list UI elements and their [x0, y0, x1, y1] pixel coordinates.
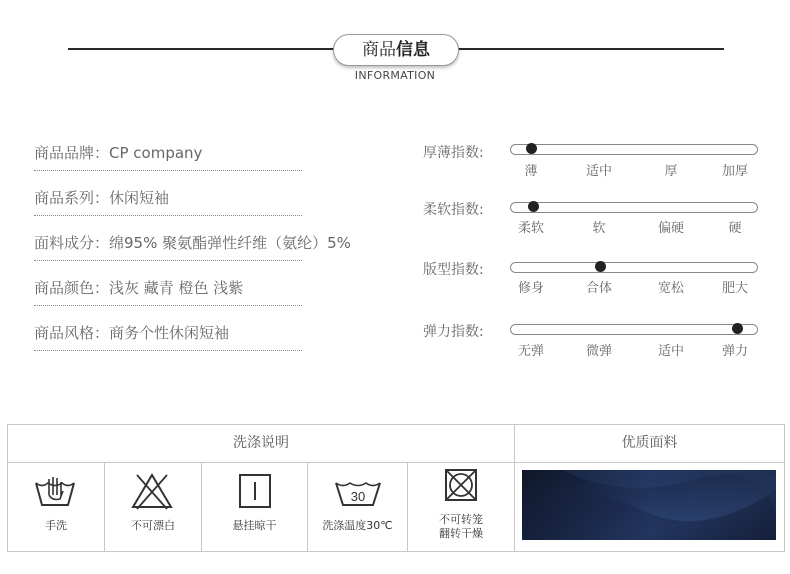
index-track: [510, 144, 758, 155]
index-tick: 加厚: [721, 164, 749, 179]
index-tick: 合体: [585, 281, 613, 296]
wash-item-hand: [8, 463, 104, 551]
wash-temperature-value: 30: [350, 489, 366, 504]
index-tick: 修身: [517, 281, 545, 296]
index-tick: 适中: [657, 344, 685, 359]
index-tick: 硬: [728, 221, 742, 236]
info-brand: 商品品牌：CP company: [34, 142, 302, 171]
no-bleach-icon: [129, 471, 175, 511]
wash-item-label: 洗涤温度30℃: [322, 519, 393, 532]
index-label: 柔软指数:: [423, 202, 484, 218]
wash-item-label: 手洗: [45, 519, 67, 532]
info-colors: 商品颜色：浅灰 藏青 橙色 浅紫: [34, 277, 302, 306]
wash-item-line-dry: [202, 463, 307, 551]
fabric-header: 优质面料: [621, 435, 678, 451]
index-tick: 宽松: [657, 281, 685, 296]
index-tick: 适中: [585, 164, 613, 179]
index-marker: [595, 261, 606, 272]
wash-item-label: 悬挂晾干: [232, 519, 277, 532]
index-marker: [526, 143, 537, 154]
index-marker: [528, 201, 539, 212]
section-title: [333, 34, 459, 66]
index-label: 版型指数:: [423, 262, 484, 278]
wash-item-no-bleach: [105, 463, 201, 551]
title-bold: 信息: [396, 40, 430, 60]
index-tick: 弹力: [721, 344, 749, 359]
index-label: 弹力指数:: [423, 324, 484, 340]
fabric-swatch: [522, 470, 776, 540]
index-tick: 微弹: [585, 344, 613, 359]
index-label: 厚薄指数:: [423, 145, 484, 161]
index-tick: 软: [592, 221, 606, 236]
wash-item-label: 翻转干燥: [439, 527, 483, 540]
no-tumble-dry-icon: [438, 467, 484, 507]
section-subtitle: INFORMATION: [354, 69, 436, 82]
index-tick: 肥大: [721, 281, 749, 296]
line-dry-icon: [232, 471, 278, 511]
header-line-right: [456, 48, 724, 50]
wash-header: 洗涤说明: [233, 435, 289, 451]
hand-wash-icon: [32, 471, 78, 511]
wash-item-label: 不可漂白: [131, 519, 175, 532]
fabric-texture: [522, 470, 776, 540]
title-normal: 商品: [362, 40, 396, 60]
index-tick: 厚: [664, 164, 678, 179]
wash-item-label: 不可转笼: [439, 513, 483, 526]
index-track: [510, 202, 758, 213]
info-material: 面料成分：绵95% 聚氨酯弹性纤维（氨纶）5%: [34, 232, 302, 261]
wash-item-no-tumble: [408, 463, 514, 551]
info-series: 商品系列：休闲短袖: [34, 187, 302, 216]
wash-30-icon: [333, 471, 383, 511]
index-marker: [732, 323, 743, 334]
index-track: [510, 324, 758, 335]
index-tick: 无弹: [517, 344, 545, 359]
index-tick: 薄: [524, 164, 538, 179]
index-track: [510, 262, 758, 273]
info-style: 商品风格：商务个性休闲短袖: [34, 322, 302, 351]
index-tick: 偏硬: [657, 221, 685, 236]
wash-item-temp: [308, 463, 407, 551]
panel-divider: [514, 425, 515, 551]
header-line-left: [68, 48, 334, 50]
index-tick: 柔软: [517, 221, 545, 236]
